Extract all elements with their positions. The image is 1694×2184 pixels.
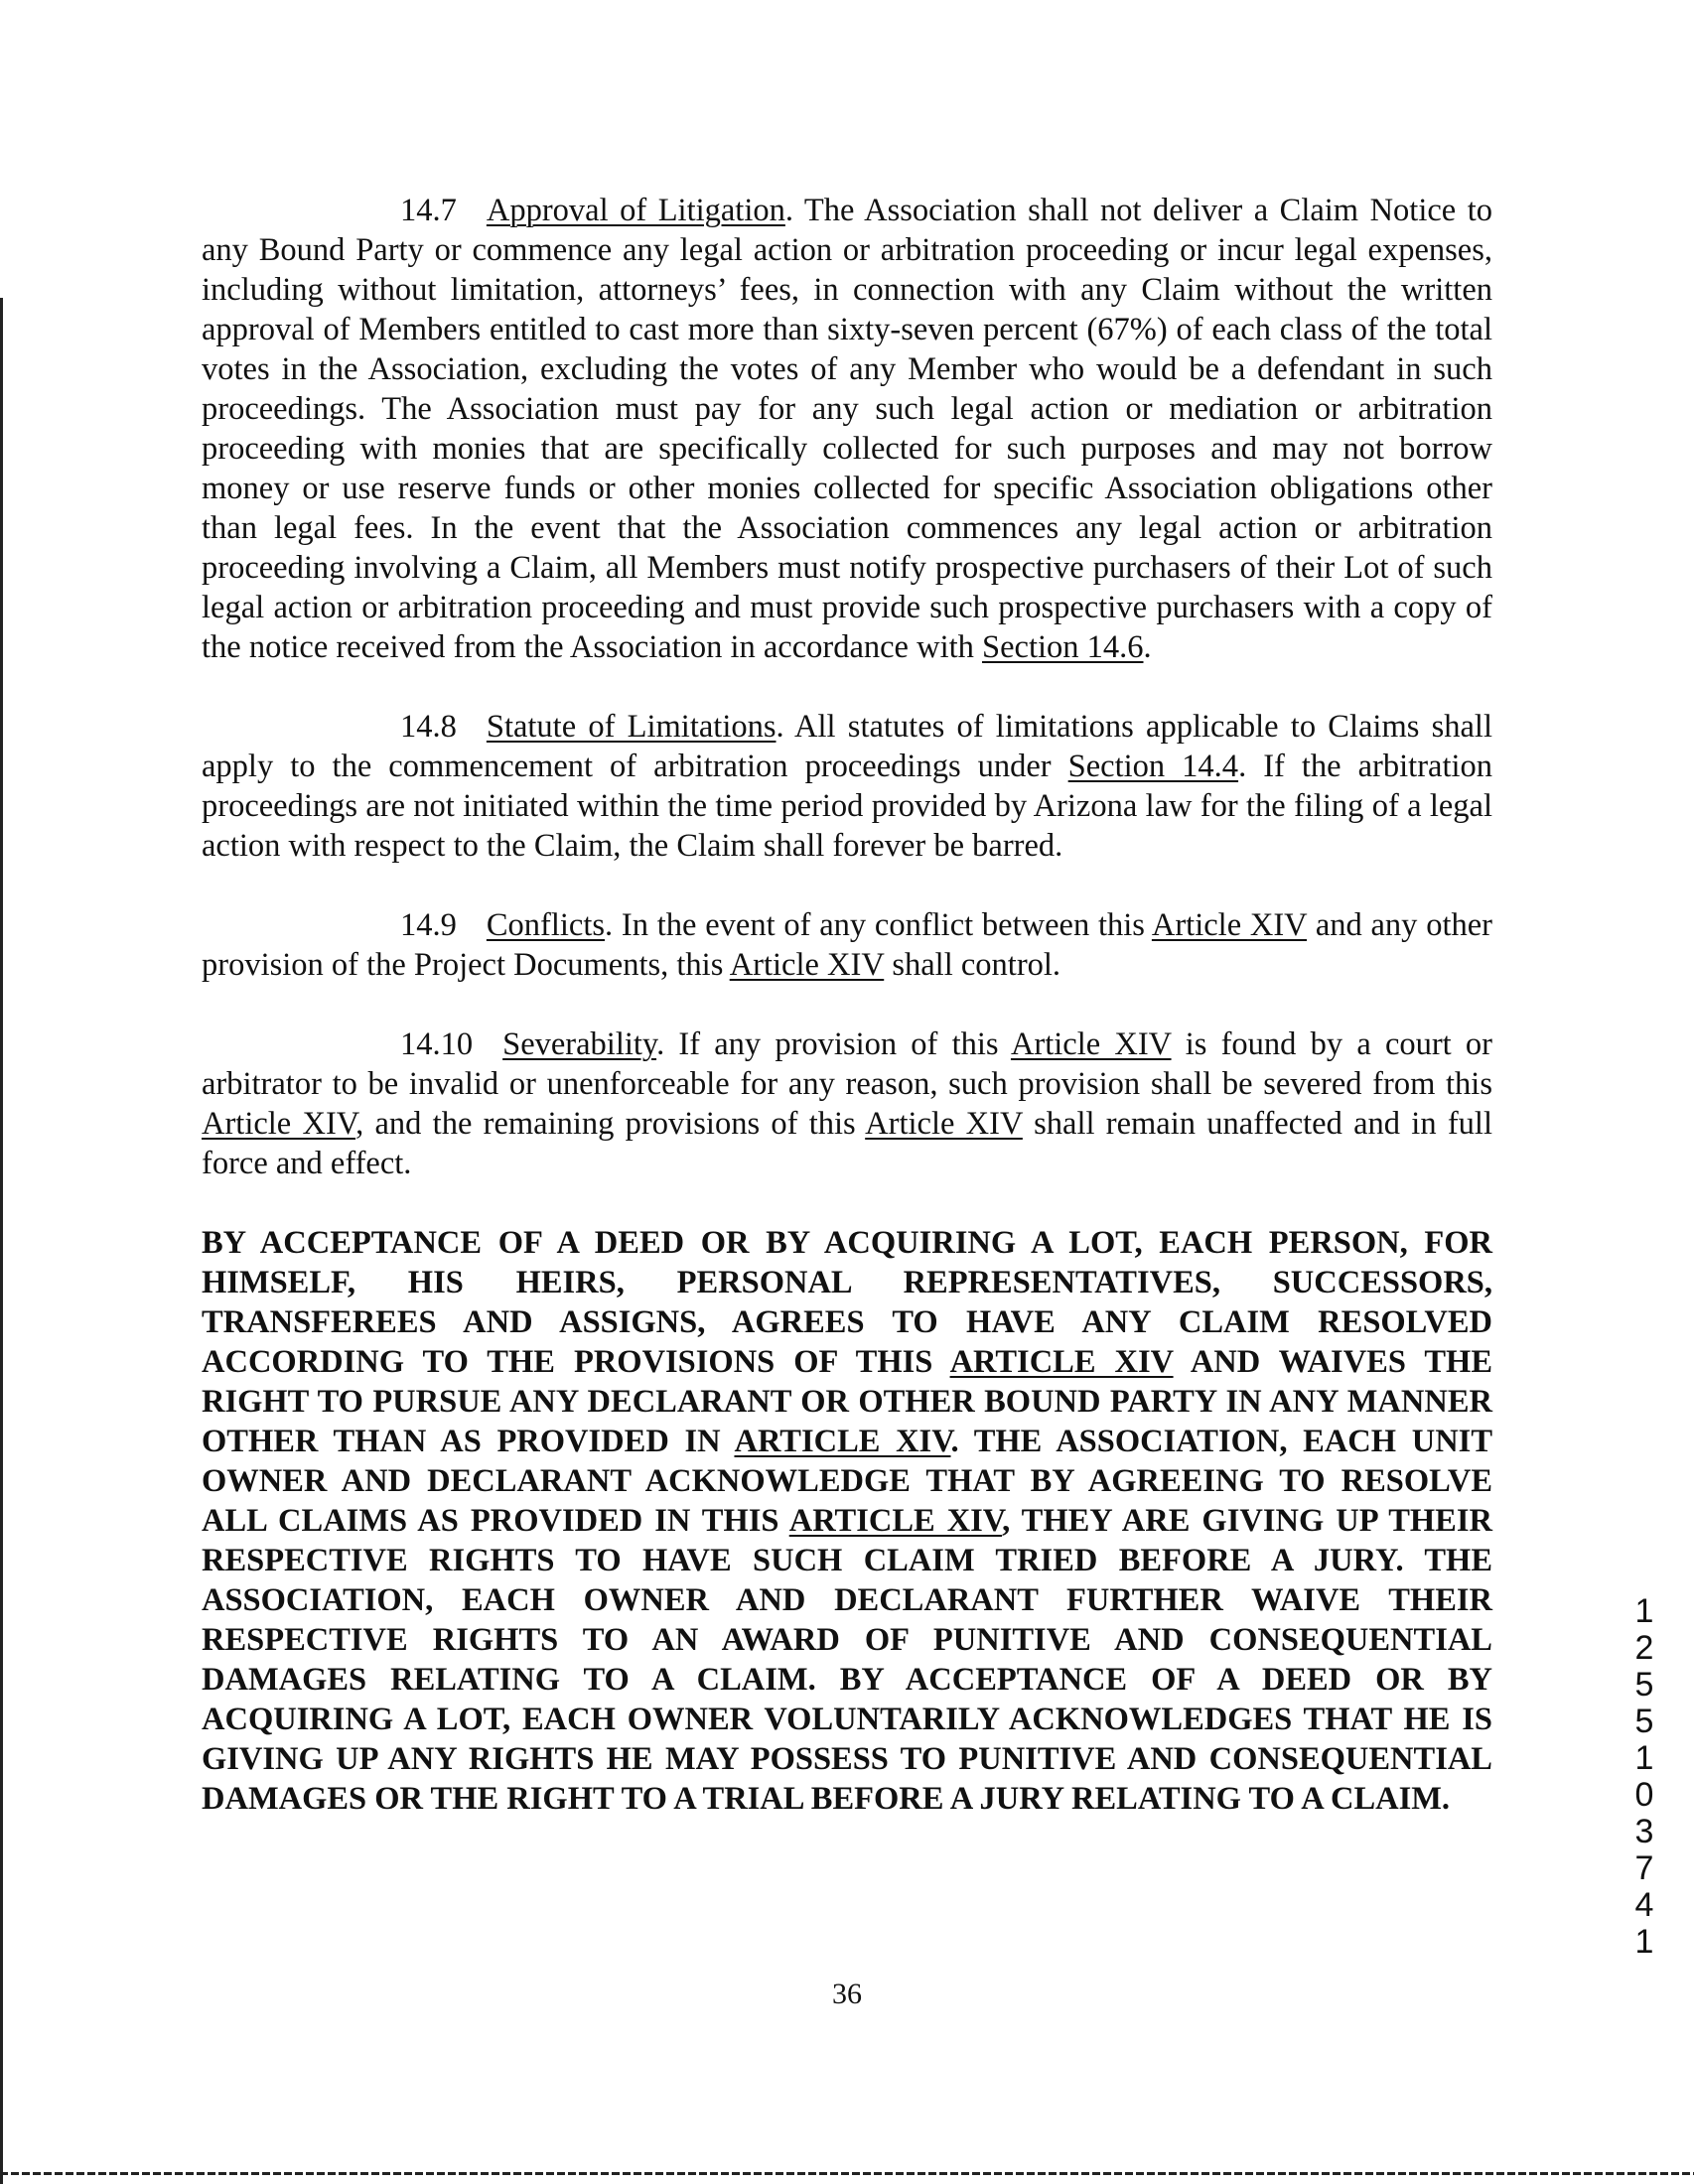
section-text: and any other provision of the Project Documents, this — [202, 907, 1492, 983]
section-reference: Article XIV — [729, 947, 885, 983]
waiver-text: AND WAIVES THE RIGHT TO PURSUE ANY DECLARANT OR OTHER BOUND PARTY IN ANY MANNER OTHER THAN AS PROVIDED IN — [202, 1344, 1493, 1459]
waiver-text: BY ACCEPTANCE OF A DEED OR BY ACQUIRING A LOT, EACH PERSON, FOR HIMSELF, HIS HEIRS, PERSONAL REPRESENTATIVES, SUCCESSORS, TRANSFEREES AND ASSIGNS, AGREES TO HAVE ANY CLAIM RESOLVED ACCORDING TO THE PROVISIONS OF THIS — [202, 1225, 1492, 1380]
section-number: 14.7 — [400, 193, 457, 228]
section-reference: Article XIV — [1151, 907, 1308, 943]
section-14-8 — [202, 707, 1492, 866]
section-reference: Article XIV — [865, 1106, 1023, 1142]
section-reference: Article XIV — [1010, 1026, 1172, 1062]
page-number: 36 — [832, 1978, 862, 2010]
section-14-9 — [202, 905, 1492, 985]
waiver-text: , THEY ARE GIVING UP THEIR RESPECTIVE RIGHTS TO HAVE SUCH CLAIM TRIED BEFORE A JURY. THE ASSOCIATION, EACH OWNER AND DECLARANT FURTHER WAIVE THEIR RESPECTIVE RIGHTS TO AN AWARD OF PUNITIVE AND CONSEQUENTIAL DAMAGES RELATING TO A CLAIM. BY ACCEPTANCE OF A DEED OR BY ACQUIRING A LOT, EACH OWNER VOLUNTARILY ACKNOWLEDGES THAT HE IS GIVING UP ANY RIGHTS HE MAY POSSESS TO PUNITIVE AND CONSEQUENTIAL DAMAGES OR THE RIGHT TO A TRIAL BEFORE A JURY RELATING TO A CLAIM. — [202, 1503, 1492, 1817]
section-reference: Section 14.4 — [1067, 749, 1239, 784]
section-text: shall remain unaffected and in full force and effect. — [202, 1106, 1492, 1181]
waiver-reference: ARTICLE XIV — [734, 1424, 951, 1459]
section-text: shall control. — [884, 947, 1061, 983]
section-text: . All statutes of limitations applicable to Claims shall apply to the commencement of arbitration proceedings under — [202, 709, 1492, 784]
recording-number-stamp: 12551 03741 — [1634, 1592, 1654, 1961]
section-14-7 — [202, 191, 1492, 667]
section-text: . If the arbitration proceedings are not initiated within the time period provided by Arizona law for the filing of a legal action with respect to the Claim, the Claim shall forever be barred. — [202, 749, 1492, 864]
waiver-text: . THE ASSOCIATION, EACH UNIT OWNER AND DECLARANT ACKNOWLEDGE THAT BY AGREEING TO RESOLVE ALL CLAIMS AS PROVIDED IN THIS — [202, 1424, 1492, 1539]
section-text: , and the remaining provisions of this — [355, 1106, 866, 1142]
section-14-10 — [202, 1024, 1492, 1183]
section-number: 14.10 — [400, 1026, 474, 1062]
section-reference: Section 14.6 — [982, 629, 1144, 665]
section-text: . — [1143, 629, 1152, 665]
waiver-reference: ARTICLE XIV — [788, 1503, 1003, 1539]
section-title: Severability — [502, 1026, 657, 1062]
section-title: Approval of Litigation — [486, 193, 785, 228]
section-text: is found by a court or arbitrator to be invalid or unenforceable for any reason, such provision shall be severed from this — [202, 1026, 1492, 1102]
section-text: . The Association shall not deliver a Claim Notice to any Bound Party or commence any legal action or arbitration proceeding or incur legal expenses, including without limitation, attorneys’ fees, in connection with any Claim without the written approval of Members entitled to cast more than sixty-seven percent (67%) of each class of the total votes in the Association, excluding the votes of any Member who would be a defendant in such proceedings. The Association must pay for any such legal action or mediation or arbitration proceeding with monies that are specifically collected for such purposes and may not borrow money or use reserve funds or other monies collected for specific Association obligations other than legal fees. In the event that the Association commences any legal action or arbitration proceeding involving a Claim, all Members must notify prospective purchasers of their Lot of such legal action or arbitration proceeding and must provide such prospective purchasers with a copy of the notice received from the Association in accordance with — [202, 193, 1492, 665]
section-title: Statute of Limitations — [486, 709, 776, 745]
section-title: Conflicts — [486, 907, 606, 943]
scan-bottom-line — [0, 2172, 1694, 2175]
scan-edge-line — [0, 298, 3, 2184]
section-number: 14.9 — [400, 907, 457, 943]
jury-waiver-notice — [202, 1223, 1492, 1819]
section-text: . If any provision of this — [656, 1026, 1011, 1062]
waiver-reference: ARTICLE XIV — [949, 1344, 1174, 1380]
section-number: 14.8 — [400, 709, 457, 745]
document-body — [202, 191, 1492, 1819]
section-text: . In the event of any conflict between this — [605, 907, 1152, 943]
section-reference: Article XIV — [202, 1106, 356, 1142]
